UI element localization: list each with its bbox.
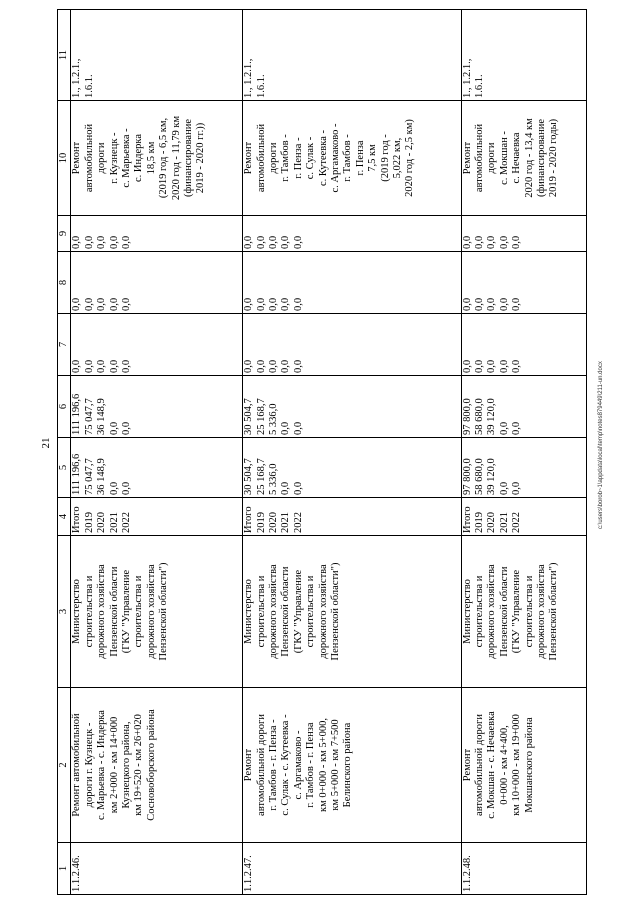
amount-total-line: 97 800,0: [461, 458, 473, 495]
header-row: [58, 10, 71, 895]
object-name-line: с. Мокшан - с. Нечаевка: [486, 711, 498, 819]
header-cell: 11: [58, 10, 71, 101]
header-cell: 2: [58, 688, 71, 843]
amount-local-line: 0,0: [96, 297, 108, 311]
object-name-line: дороги г. Кузнецк -: [83, 722, 95, 808]
object-name-line: Ремонт: [461, 748, 473, 782]
indicator-code-line: 1.6.1.: [255, 74, 267, 98]
table-row: [71, 10, 243, 895]
amount-other-line: 0,0: [280, 235, 292, 249]
amount-local-line: 0,0: [120, 297, 132, 311]
year-list-line: 2021: [498, 512, 510, 533]
row-id: 1.1.2.47.: [243, 843, 461, 895]
expected-result-line: 7,5 км: [367, 144, 379, 172]
expected-result-line: дороги: [96, 142, 108, 174]
amount-local-line: 0,0: [292, 297, 304, 311]
expected-result-line: 18,5 км: [145, 141, 157, 175]
amount-total-line: 5 336,0: [268, 463, 280, 495]
amount-other-line: 0,0: [108, 235, 120, 249]
amount-total-line: 39 120,0: [486, 458, 498, 495]
amount-total-line: 75 047,7: [83, 458, 95, 495]
year-list-line: 2020: [96, 512, 108, 533]
year-list-line: Итого: [243, 506, 255, 533]
amount-other-line: 0,0: [498, 235, 510, 249]
expected-result: [71, 101, 243, 216]
amount-local-line: 0,0: [486, 297, 498, 311]
amount-other-line: 0,0: [255, 235, 267, 249]
amount-other: [71, 216, 243, 252]
expected-result-line: 2019 - 2020 годы): [548, 118, 560, 198]
amount-regional-line: 111 196,6: [71, 393, 83, 435]
amount-total-line: 0,0: [498, 481, 510, 495]
amount-other-line: 0,0: [486, 235, 498, 249]
executor-line: Пензенской области: [280, 566, 292, 657]
indicator-code: [461, 10, 586, 101]
executor: [461, 536, 586, 688]
expected-result-line: автомобильной: [83, 123, 95, 193]
executor-line: дорожного хозяйства: [96, 564, 108, 659]
expected-result-line: (2019 год - 6,5 км,: [158, 117, 170, 199]
expected-result-line: г. Тамбов -: [280, 134, 292, 182]
header-cell: 8: [58, 252, 71, 314]
executor-line: Пензенской области"): [548, 562, 560, 661]
amount-federal-line: 0,0: [268, 359, 280, 373]
amount-local-line: 0,0: [280, 297, 292, 311]
object-name-line: Ремонт: [243, 748, 255, 782]
program-table: [57, 9, 587, 895]
expected-result-line: г. Пенза -: [292, 137, 304, 179]
expected-result: [243, 101, 461, 216]
amount-local-line: 0,0: [511, 297, 523, 311]
amount-regional-line: 0,0: [120, 421, 132, 435]
amount-local-line: 0,0: [268, 297, 280, 311]
executor-line: Министерство: [71, 579, 83, 644]
amount-federal-line: 0,0: [96, 359, 108, 373]
indicator-code-line: 1.6.1.: [474, 74, 486, 98]
object-name-line: км 5+000 - км 7+500: [330, 719, 341, 811]
year-list: [243, 498, 461, 536]
amount-local-line: 0,0: [474, 297, 486, 311]
expected-result-line: с. Сулак -: [305, 136, 317, 180]
indicator-code: [243, 10, 461, 101]
amount-federal-line: 0,0: [83, 359, 95, 373]
file-path: c:\users\borob~1\appdata\local\temp\notes879449\211-un.docx: [598, 361, 604, 529]
expected-result-line: автомобильной: [255, 123, 267, 193]
header-cell: 6: [58, 376, 71, 438]
amount-total-line: 0,0: [511, 481, 523, 495]
amount-federal-line: 0,0: [292, 359, 304, 373]
executor: [71, 536, 243, 688]
amount-regional-line: 58 680,0: [474, 398, 486, 435]
amount-regional-line: 39 120,0: [486, 398, 498, 435]
executor-line: Министерство: [243, 579, 255, 644]
amount-total-line: 36 148,9: [96, 458, 108, 495]
expected-result-line: Ремонт: [243, 141, 255, 175]
year-list: [461, 498, 586, 536]
expected-result-line: с. Аргамаково -: [330, 123, 341, 193]
amount-regional-line: 75 047,7: [83, 398, 95, 435]
amount-federal-line: 0,0: [486, 359, 498, 373]
executor-line: строительства и: [523, 575, 535, 648]
amount-regional-line: 0,0: [292, 421, 304, 435]
amount-total-line: 58 680,0: [474, 458, 486, 495]
expected-result-line: дороги: [268, 142, 280, 174]
year-list-line: 2022: [292, 512, 304, 533]
expected-result-line: г. Пенза: [354, 140, 366, 176]
header-cell: 3: [58, 536, 71, 688]
object-name-line: Кузнецкого района,: [120, 721, 132, 809]
amount-federal-line: 0,0: [255, 359, 267, 373]
year-list-line: 2019: [474, 512, 486, 533]
amount-regional-line: 30 504,7: [243, 398, 255, 435]
expected-result-line: 2020 год - 11,79 км: [170, 115, 182, 201]
amount-regional-line: 36 148,9: [96, 398, 108, 435]
amount-total-line: 25 168,7: [255, 458, 267, 495]
object-name-line: км 0+000 - км 5+000,: [317, 718, 329, 812]
executor-line: (ГКУ "Управление: [511, 569, 523, 654]
expected-result-line: 2020 год - 13,4 км: [523, 118, 535, 198]
year-list-line: 2021: [280, 512, 292, 533]
expected-result-line: 5,022 км,: [391, 137, 403, 179]
expected-result: [461, 101, 586, 216]
expected-result-line: с. Индерка: [133, 134, 145, 182]
executor-line: (ГКУ "Управление: [120, 569, 132, 654]
amount-regional-line: 0,0: [108, 421, 120, 435]
expected-result-line: автомобильной: [474, 123, 486, 193]
expected-result-line: Ремонт: [71, 141, 83, 175]
executor-line: строительства и: [83, 575, 95, 648]
amount-local-line: 0,0: [71, 297, 83, 311]
amount-local-line: 0,0: [498, 297, 510, 311]
amount-total: [243, 438, 461, 498]
header-cell: 7: [58, 314, 71, 376]
object-name-line: с. Сулак - с. Кутеевка -: [280, 714, 292, 816]
executor-line: дорожного хозяйства: [268, 564, 280, 659]
amount-total: [71, 438, 243, 498]
expected-result-line: Ремонт: [461, 141, 473, 175]
table-row: [243, 10, 461, 895]
amount-local-line: 0,0: [83, 297, 95, 311]
executor-line: строительства и: [474, 575, 486, 648]
amount-other-line: 0,0: [474, 235, 486, 249]
expected-result-line: (финансирование: [182, 119, 194, 197]
amount-other-line: 0,0: [292, 235, 304, 249]
object-name-line: автомобильной дороги: [474, 714, 486, 816]
amount-regional-line: 0,0: [511, 421, 523, 435]
object-name-line: км 2+000 - км 14+000: [108, 716, 120, 814]
year-list-line: Итого: [461, 506, 473, 533]
amount-other: [461, 216, 586, 252]
object-name-line: км 10+000 - км 19+000: [511, 714, 523, 816]
year-list-line: 2022: [120, 512, 132, 533]
expected-result-line: (2019 год -: [379, 134, 391, 182]
amount-federal-line: 0,0: [498, 359, 510, 373]
amount-other-line: 0,0: [511, 235, 523, 249]
header-cell: 10: [58, 101, 71, 216]
amount-federal-line: 0,0: [511, 359, 523, 373]
year-list-line: 2022: [511, 512, 523, 533]
executor-line: Пензенской области: [108, 566, 120, 657]
amount-federal-line: 0,0: [120, 359, 132, 373]
amount-regional-line: 0,0: [498, 421, 510, 435]
amount-local-line: 0,0: [255, 297, 267, 311]
expected-result-line: с. Мокшан -: [498, 131, 510, 185]
year-list-line: 2020: [486, 512, 498, 533]
amount-total-line: 0,0: [120, 481, 132, 495]
amount-total-line: 0,0: [292, 481, 304, 495]
object-name: [71, 688, 243, 843]
expected-result-line: г. Кузнецк -: [108, 132, 120, 184]
object-name-line: Мокшанского района: [523, 717, 535, 813]
header-cell: 4: [58, 498, 71, 536]
executor-line: строительства и: [133, 575, 145, 648]
amount-federal-line: 0,0: [108, 359, 120, 373]
expected-result-line: 2020 год - 2,5 км): [404, 119, 416, 197]
amount-federal-line: 0,0: [71, 359, 83, 373]
header-cell: 5: [58, 438, 71, 498]
executor-line: дорожного хозяйства: [536, 564, 547, 659]
executor-line: дорожного хозяйства: [486, 564, 498, 659]
executor-line: Пензенской области"): [158, 562, 170, 661]
object-name-line: с. Аргамаково -: [292, 730, 304, 800]
year-list-line: 2021: [108, 512, 120, 533]
executor-line: (ГКУ "Управление: [292, 569, 304, 654]
object-name: [461, 688, 586, 843]
indicator-code-line: 1., 1.2.1.,: [243, 58, 255, 98]
expected-result-line: с. Марьевка -: [120, 128, 132, 188]
amount-total-line: 30 504,7: [243, 458, 255, 495]
year-list: [71, 498, 243, 536]
indicator-code-line: 1., 1.2.1.,: [71, 58, 83, 98]
amount-federal-line: 0,0: [474, 359, 486, 373]
amount-federal: [71, 314, 243, 376]
rotated-page-content: [57, 10, 587, 895]
amount-regional: [243, 376, 461, 438]
object-name-line: Белинского района: [342, 722, 354, 808]
amount-other-line: 0,0: [120, 235, 132, 249]
object-name-line: Ремонт автомобильной: [71, 713, 83, 817]
amount-local: [71, 252, 243, 314]
executor-line: Пензенской области"): [330, 562, 341, 661]
executor: [243, 536, 461, 688]
row-id: 1.1.2.46.: [71, 843, 243, 895]
page-number: 21: [40, 437, 52, 449]
expected-result-line: с. Кутеевка -: [317, 130, 329, 186]
header-cell: 1: [58, 843, 71, 895]
expected-result-line: дороги: [486, 142, 498, 174]
amount-regional-line: 97 800,0: [461, 398, 473, 435]
expected-result-line: (финансирование: [536, 119, 547, 197]
year-list-line: 2019: [83, 512, 95, 533]
amount-total-line: 0,0: [280, 481, 292, 495]
amount-regional: [461, 376, 586, 438]
amount-regional: [71, 376, 243, 438]
executor-line: строительства и: [255, 575, 267, 648]
amount-other-line: 0,0: [71, 235, 83, 249]
table-row: [461, 10, 586, 895]
amount-other-line: 0,0: [243, 235, 255, 249]
indicator-code-line: 1.6.1.: [83, 74, 95, 98]
amount-local-line: 0,0: [243, 297, 255, 311]
indicator-code: [71, 10, 243, 101]
executor-line: Пензенской области: [498, 566, 510, 657]
amount-local-line: 0,0: [461, 297, 473, 311]
object-name-line: г. Тамбов - г. Пенза -: [268, 719, 280, 811]
object-name-line: Сосновоборского района: [145, 709, 157, 821]
amount-federal: [461, 314, 586, 376]
amount-other: [243, 216, 461, 252]
executor-line: Министерство: [461, 579, 473, 644]
object-name-line: км 19+520 - км 26+020: [133, 714, 145, 816]
object-name-line: автомобильной дороги: [255, 714, 267, 816]
amount-federal-line: 0,0: [461, 359, 473, 373]
header-cell: 9: [58, 216, 71, 252]
amount-other-line: 0,0: [461, 235, 473, 249]
amount-federal-line: 0,0: [280, 359, 292, 373]
amount-total-line: 111 196,6: [71, 453, 83, 495]
amount-regional-line: 0,0: [280, 421, 292, 435]
object-name-line: с. Марьевка - с. Индерка: [96, 710, 108, 820]
row-id: 1.1.2.48.: [461, 843, 586, 895]
object-name-line: 0+000 - км 4+400,: [498, 725, 510, 805]
amount-local: [243, 252, 461, 314]
amount-regional-line: 5 336,0: [268, 403, 280, 435]
year-list-line: 2019: [255, 512, 267, 533]
amount-regional-line: 25 168,7: [255, 398, 267, 435]
amount-other-line: 0,0: [268, 235, 280, 249]
amount-other-line: 0,0: [96, 235, 108, 249]
object-name: [243, 688, 461, 843]
year-list-line: 2020: [268, 512, 280, 533]
executor-line: дорожного хозяйства: [317, 564, 329, 659]
expected-result-line: 2019 - 2020 гг.)): [195, 122, 207, 194]
expected-result-line: с. Нечаевка: [511, 132, 523, 184]
amount-federal-line: 0,0: [243, 359, 255, 373]
amount-total-line: 0,0: [108, 481, 120, 495]
year-list-line: Итого: [71, 506, 83, 533]
amount-total: [461, 438, 586, 498]
executor-line: дорожного хозяйства: [145, 564, 157, 659]
object-name-line: г. Тамбов - г. Пенза: [305, 722, 317, 808]
amount-federal: [243, 314, 461, 376]
indicator-code-line: 1., 1.2.1.,: [461, 58, 473, 98]
executor-line: строительства и: [305, 575, 317, 648]
expected-result-line: г. Тамбов -: [342, 134, 354, 182]
amount-local-line: 0,0: [108, 297, 120, 311]
amount-other-line: 0,0: [83, 235, 95, 249]
amount-local: [461, 252, 586, 314]
